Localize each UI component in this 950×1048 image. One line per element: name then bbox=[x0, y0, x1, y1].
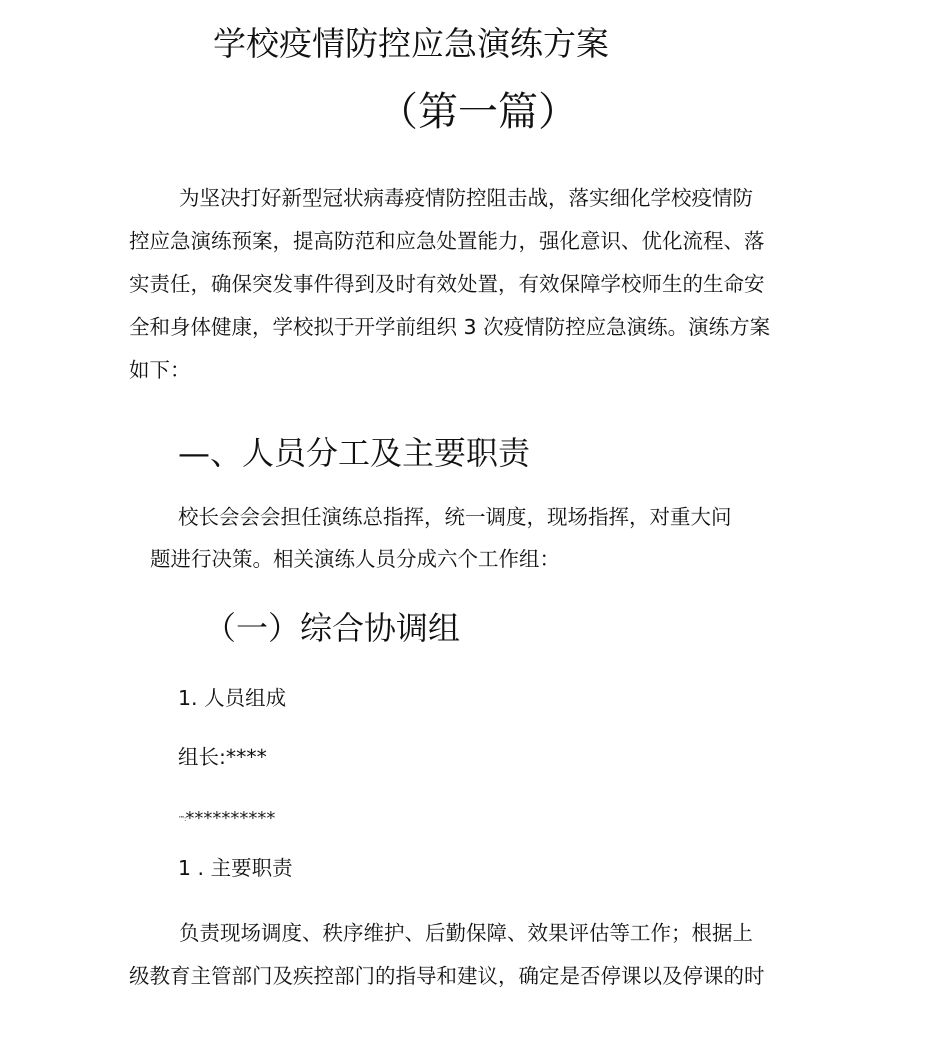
intro-paragraph bbox=[129, 177, 819, 392]
duties-line: 级教育主管部门及疾控部门的指导和建议，确定是否停课以及停课的时 bbox=[129, 964, 765, 988]
intro-line: 控应急演练预案，提高防范和应急处置能力，强化意识、优化流程、落 bbox=[129, 229, 765, 253]
members-prefix: ™: bbox=[178, 815, 186, 823]
intro-line: 如下： bbox=[129, 358, 191, 382]
members-value: ********** bbox=[185, 808, 276, 829]
document-subtitle: （第一篇） bbox=[378, 89, 578, 135]
section-paragraph-line: 校长会会会担任演练总指挥，统一调度，现场指挥，对重大问 bbox=[178, 505, 732, 529]
document-title: 学校疫情防控应急演练方案 bbox=[213, 24, 609, 63]
duties-item: 1 . 主要职责 bbox=[178, 856, 293, 880]
leader-item: 组长:**** bbox=[178, 745, 267, 769]
section-paragraph-line: 题进行决策。相关演练人员分成六个工作组： bbox=[150, 547, 560, 571]
intro-line: 为坚决打好新型冠状病毒疫情防控阻击战，落实细化学校疫情防 bbox=[179, 186, 753, 210]
duties-line: 负责现场调度、秩序维护、后勤保障、效果评估等工作；根据上 bbox=[179, 921, 753, 945]
section-heading: —、人员分工及主要职责 bbox=[178, 434, 531, 472]
personnel-item: 1. 人员组成 bbox=[178, 686, 287, 710]
members-item bbox=[178, 808, 275, 829]
subsection-heading: （一）综合协调组 bbox=[204, 609, 461, 647]
intro-line: 全和身体健康，学校拟于开学前组织 3 次疫情防控应急演练。演练方案 bbox=[129, 315, 771, 339]
intro-line: 实责任，确保突发事件得到及时有效处置，有效保障学校师生的生命安 bbox=[129, 272, 765, 296]
duties-paragraph bbox=[129, 912, 819, 998]
